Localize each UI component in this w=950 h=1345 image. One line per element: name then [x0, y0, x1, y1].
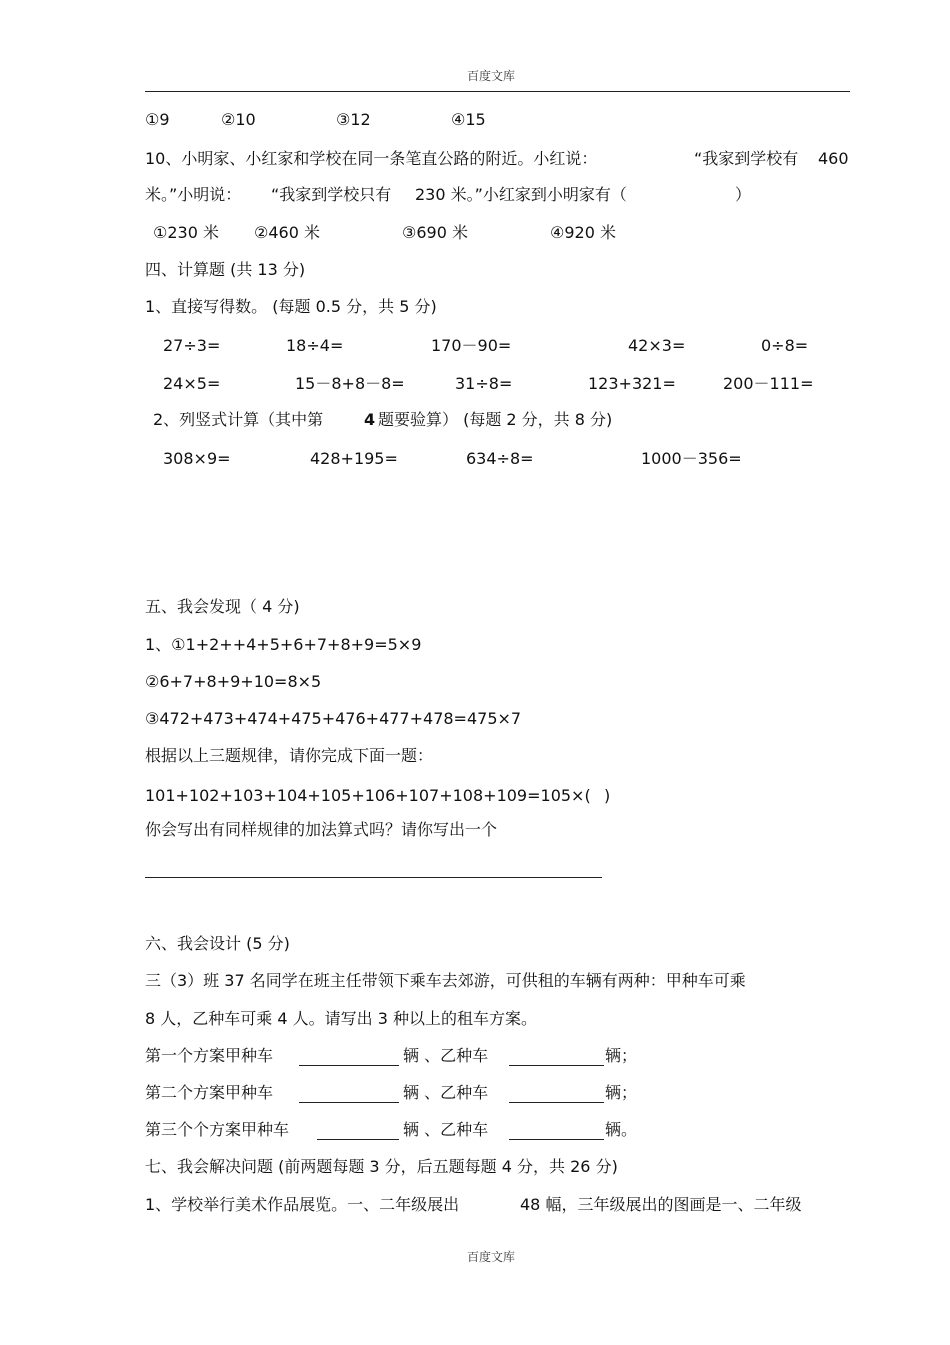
q10-option-1: ①230 米 [153, 223, 219, 242]
page-header: 百度文库 [467, 69, 516, 83]
pattern-line-3: ③472+473+474+475+476+477+478=475×7 [145, 709, 522, 728]
section6-paragraph-1: 三（3）班 37 名同学在班主任带领下乘车去郊游，可供租的车辆有两种：甲种车可乘 [145, 971, 746, 990]
header-divider [145, 91, 850, 92]
calc-item: 170－90= [431, 336, 512, 355]
q10-option-3: ③690 米 [402, 223, 468, 242]
q10-option-2: ②460 米 [254, 223, 320, 242]
section6-title: 六、我会设计 (5 分) [145, 934, 290, 953]
plan-3-end: 辆。 [605, 1120, 638, 1139]
plan-2-blank-b[interactable] [509, 1102, 604, 1103]
pattern-question-close: ) [604, 786, 611, 805]
plan-3-label: 第三个个方案甲种车 [145, 1120, 290, 1139]
q9-option-3: ③12 [336, 110, 371, 129]
calc-item: 24×5= [163, 374, 221, 393]
q10-line1-number: 460 [818, 149, 849, 168]
calc-item: 123+321= [588, 374, 676, 393]
plan-3-mid: 辆 、乙种车 [403, 1120, 489, 1139]
section4-title: 四、计算题 (共 13 分) [145, 260, 306, 279]
calc-item: 15－8+8－8= [295, 374, 405, 393]
section4-q2-title-c: 题要验算） (每题 2 分，共 8 分) [378, 410, 613, 429]
q10-line2-quote: “我家到学校只有 [271, 185, 392, 204]
vertical-calc-item: 1000－356= [641, 449, 742, 468]
plan-2-end: 辆； [605, 1083, 638, 1102]
plan-1-mid: 辆 、乙种车 [403, 1046, 489, 1065]
calc-item: 18÷4= [286, 336, 344, 355]
vertical-calc-item: 308×9= [163, 449, 231, 468]
vertical-calc-item: 634÷8= [466, 449, 534, 468]
calc-item: 0÷8= [761, 336, 809, 355]
q9-option-2: ②10 [221, 110, 256, 129]
q9-option-1: ①9 [145, 110, 170, 129]
q10-line1: 10、小明家、小红家和学校在同一条笔直公路的附近。小红说： [145, 149, 598, 168]
section4-q2-title-b: 4 [364, 410, 376, 429]
plan-2-label: 第二个方案甲种车 [145, 1083, 274, 1102]
plan-1-end: 辆； [605, 1046, 638, 1065]
calc-item: 42×3= [628, 336, 686, 355]
q10-line1-quote: “我家到学校有 [694, 149, 799, 168]
q9-option-4: ④15 [451, 110, 486, 129]
q10-line2: 米。”小明说： [145, 185, 242, 204]
calc-item: 31÷8= [455, 374, 513, 393]
q10-line2-close: ） [735, 185, 752, 204]
pattern-question: 101+102+103+104+105+106+107+108+109=105×( [145, 786, 591, 805]
calc-item: 200－111= [723, 374, 814, 393]
pattern-write-prompt: 你会写出有同样规律的加法算式吗？请你写出一个 [145, 820, 498, 839]
section7-q1: 1、学校举行美术作品展览。一、二年级展出 [145, 1195, 460, 1214]
pattern-line-1: 1、①1+2++4+5+6+7+8+9=5×9 [145, 635, 422, 654]
section6-paragraph-2: 8 人，乙种车可乘 4 人。请写出 3 种以上的租车方案。 [145, 1009, 537, 1028]
plan-1-blank-b[interactable] [509, 1065, 604, 1066]
plan-3-blank-b[interactable] [509, 1139, 604, 1140]
page-footer: 百度文库 [467, 1250, 516, 1264]
answer-line[interactable] [145, 877, 602, 878]
plan-1-blank-a[interactable] [299, 1065, 399, 1066]
vertical-calc-item: 428+195= [310, 449, 398, 468]
section4-q1-title: 1、直接写得数。 (每题 0.5 分，共 5 分) [145, 297, 437, 316]
q10-option-4: ④920 米 [550, 223, 616, 242]
section5-title: 五、我会发现（ 4 分) [145, 597, 300, 616]
pattern-instruction: 根据以上三题规律，请你完成下面一题： [145, 746, 434, 765]
plan-1-label: 第一个方案甲种车 [145, 1046, 274, 1065]
calc-item: 27÷3= [163, 336, 221, 355]
plan-3-blank-a[interactable] [317, 1139, 399, 1140]
plan-2-blank-a[interactable] [299, 1102, 399, 1103]
section4-q2-title-a: 2、列竖式计算（其中第 [153, 410, 324, 429]
pattern-line-2: ②6+7+8+9+10=8×5 [145, 672, 322, 691]
q10-line2-rest: 230 米。”小红家到小明家有（ [415, 185, 627, 204]
plan-2-mid: 辆 、乙种车 [403, 1083, 489, 1102]
section7-q1-cont: 48 幅，三年级展出的图画是一、二年级 [520, 1195, 802, 1214]
section7-title: 七、我会解决问题 (前两题每题 3 分，后五题每题 4 分，共 26 分) [145, 1157, 618, 1176]
